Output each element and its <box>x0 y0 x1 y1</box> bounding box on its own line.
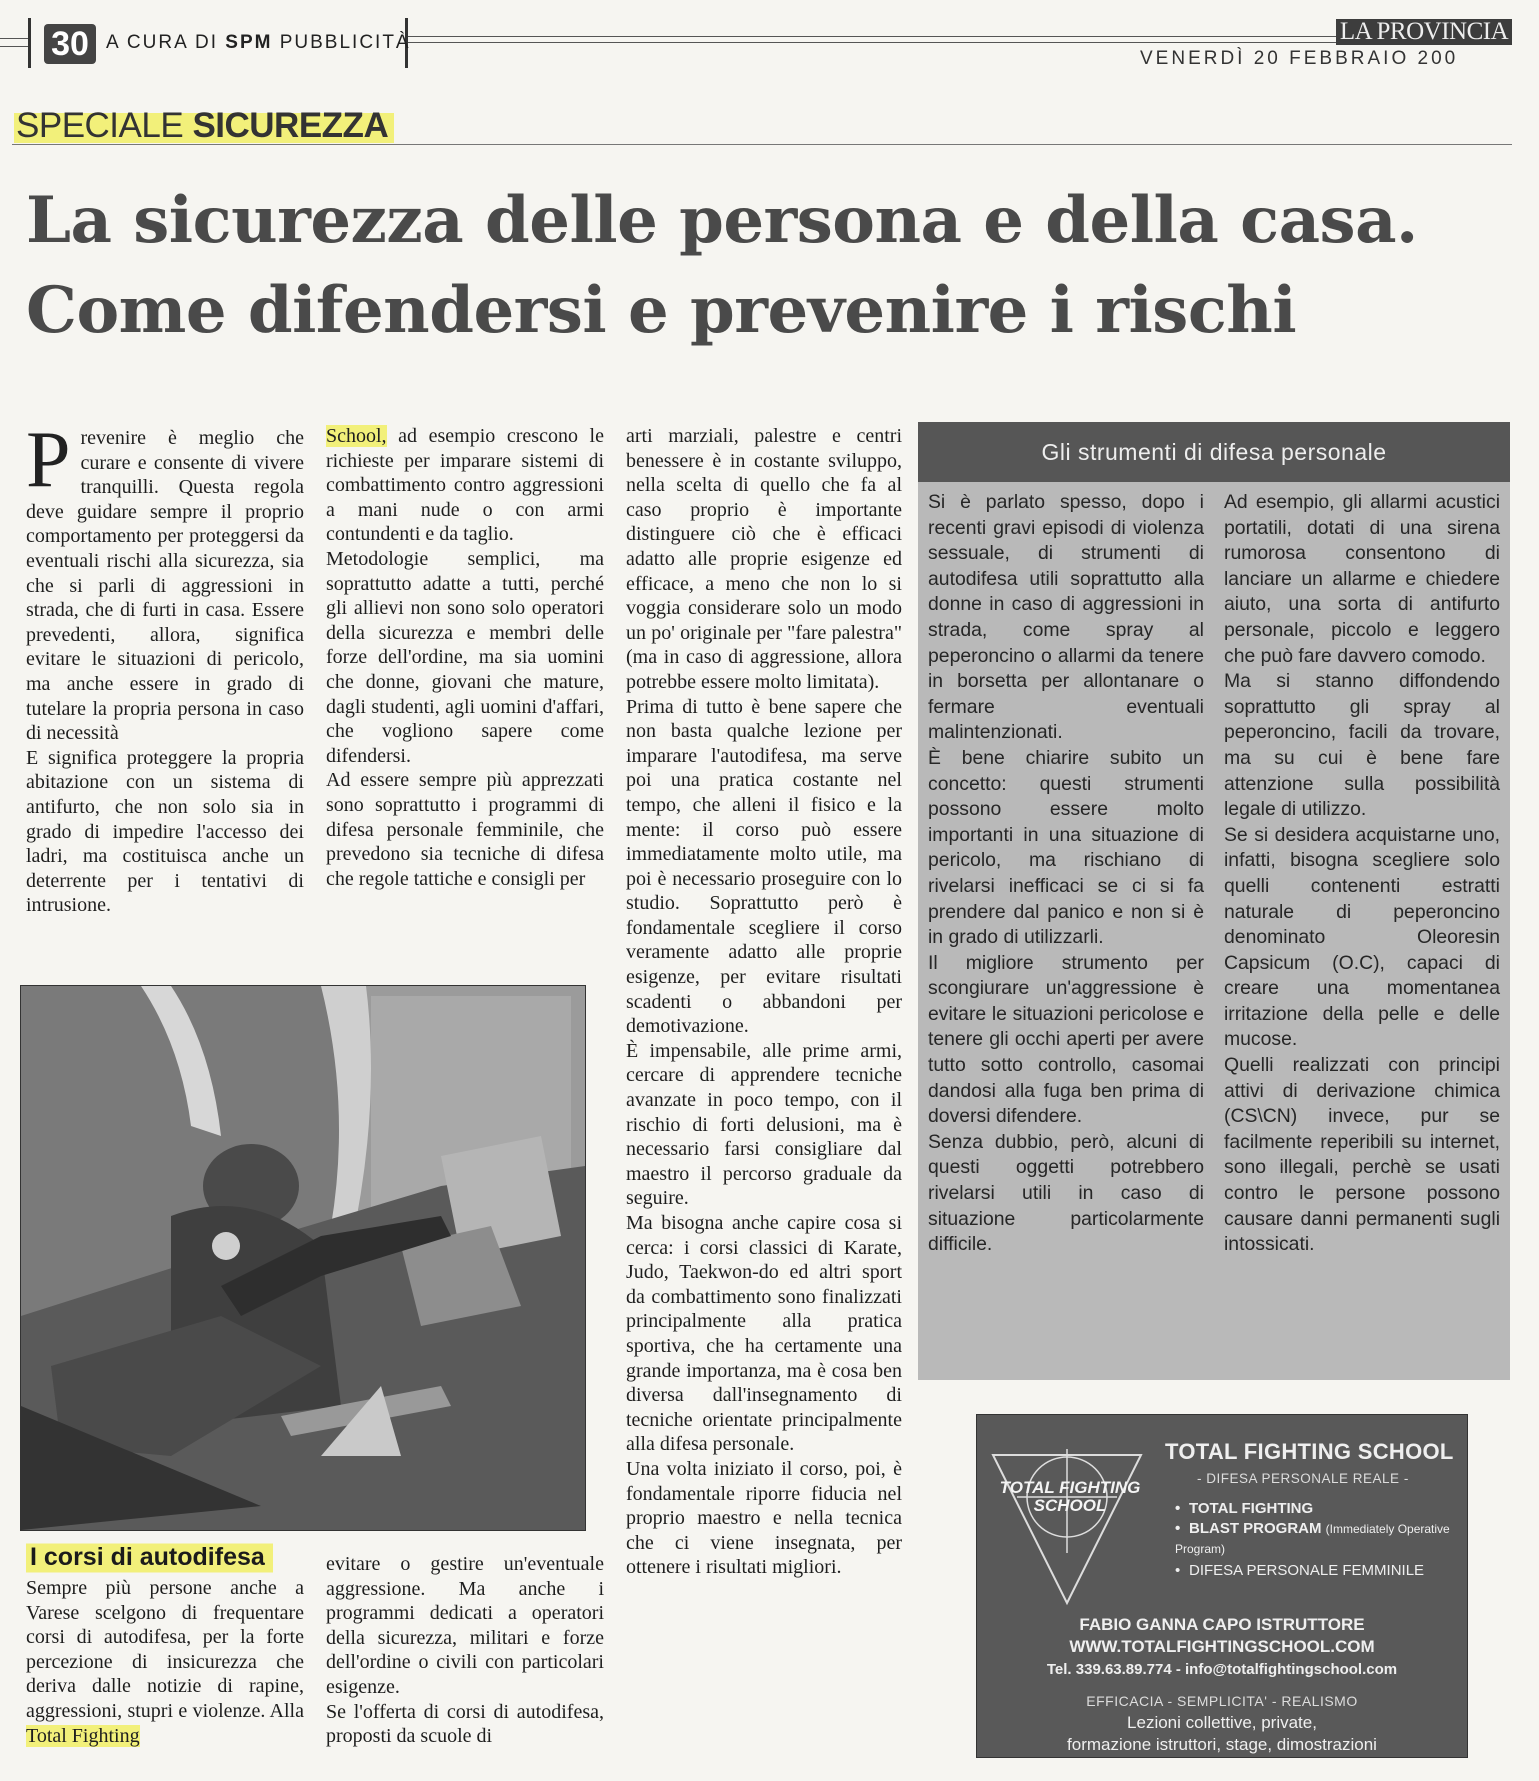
sidebar-column-left: Si è parlato spesso, dopo i recenti gravi episodi di violenza sessuale, di strumenti di autodifesa utili soprattutto alla donne in caso di aggressioni in strada, come spray al peperoncino o allarmi da tenere in borsetta per allontanare o fermare eventuali malintenzionati. È bene chiarire subito un concetto: questi strumenti possono essere molto importanti in una situazione di pericolo, ma rischiano di rivelarsi inefficaci se ci si fa prendere dal panico e non si è in grado di utilizzarli. Il migliore strumento per scongiurare un'aggressione è evitare le situazioni pericolose e tenere gli occhi aperti per avere tutto sotto controllo, casomai dandosi alla fuga ben prima di doversi difendere. Senza dubbio, però, alcuni di questi oggetti potrebbero rivelarsi utili in caso di situazione particolarmente difficile. <box>928 491 1204 1256</box>
header-rule-right <box>408 36 1336 37</box>
total-fighting-school-ad <box>976 1414 1468 1758</box>
list-item: • DIFESA PERSONALE FEMMINILE <box>1175 1562 1425 1579</box>
page-number: 30 <box>44 24 96 64</box>
col1-paragraph: E significa proteggere la propria abitazione con un sistema di antifurto, che non solo sia in grado di impedire l'accesso dei ladri, ma costituisca anche un deterrente per i tentativi di intrusione. <box>26 746 304 917</box>
article-column-2 <box>326 424 604 891</box>
total-fighting-highlight: Total Fighting <box>26 1724 140 1747</box>
list-item: • BLAST PROGRAM (Immediately Operative Program) <box>1175 1520 1450 1556</box>
col1-paragraph: revenire è meglio che curare e consente di vivere tranquilli. Questa regola deve guidare sempre il proprio comportamento per proteggersi da eventuali rischi alla sicurezza, sia che si parli di aggressioni in strada, che di furti in casa. Essere prevedenti, allora, significa evitare le situazioni di pericolo, ma anche essere in grado di tutelare la propria persona in caso di necessità <box>26 427 304 745</box>
sidebar-column-right: Ad esempio, gli allarmi acustici portatili, dotati di una sirena rumorosa consentono di lanciare un allarme e chiedere aiuto, una sorta di antifurto personale, piccolo e leggero che può fare davvero comodo. Ma si stanno diffondendo soprattutto gli spray al peperoncino, facili da trovare, ma su cui è bene fare attenzione sulla possibilità legale di utilizzo. Se si desidera acquistarne uno, infatti, bisogna scegliere solo quelli contenenti estratti naturale di peperoncino denominato Oleoresin Capsicum (O.C), capaci di creare una momentanea irritazione della pelle e delle mucose. Quelli realizzati con principi attivi di derivazione chimica (CS\CN) invece, pur se facilmente reperibili su internet, sono illegali, perchè se usati contro le persone possono causare danni permanenti sugli intossicati. <box>1224 491 1500 1256</box>
section-label: SPECIALE SICUREZZA <box>14 106 394 146</box>
header-rule-top <box>0 38 28 39</box>
ad-lessons: Lezioni collettive, private, <box>1127 1713 1317 1732</box>
ad-motto: EFFICACIA - SEMPLICITA' - REALISMO <box>1086 1693 1358 1709</box>
ad-training: formazione istruttori, stage, dimostrazioni <box>1067 1735 1377 1754</box>
ad-contact: Tel. 339.63.89.774 - info@totalfightingschool.com <box>1046 1661 1398 1678</box>
col2-paragraph: School, ad esempio crescono le richieste per imparare sistemi di combattimento contro aggressioni a mani nude o con armi contundenti e da taglio. <box>326 425 604 546</box>
list-item: • TOTAL FIGHTING <box>1175 1500 1314 1517</box>
article-column-3 <box>626 424 902 1580</box>
subsection-paragraph: evitare o gestire un'eventuale aggressione. Ma anche i programmi dedicati a operatori della sicurezza, militari e forze dell'ordine o civili con particolari esigenze. <box>326 1553 604 1698</box>
col3-paragraph: Ma bisogna anche capire cosa si cerca: i corsi classici di Karate, Judo, Taekwon-do ed altri sport da combattimento sono finalizzati principalmente alla pratica sportiva, che ha certamente una grande importanza, ma è cosa ben diversa dall'insegnamento di tecniche orientate principalmente alla difesa personale. <box>626 1212 902 1456</box>
subsection-paragraph: Se l'offerta di corsi di autodifesa, proposti da scuole di <box>326 1700 604 1748</box>
subsection-column-a: Sempre più persone anche a Varese scelgono di frequentare corsi di autodifesa, per la forte percezione di insicurezza che deriva dalle notizie di rapine, aggressioni, stupri e violenze. Alla Total Fighting <box>26 1577 304 1747</box>
col3-paragraph: Prima di tutto è bene sapere che non basta qualche lezione per imparare l'autodifesa, ma serve poi una pratica costante nel tempo, che alleni il fisico e la mente: il corso può essere immediatamente molto utile, ma poi è necessario proseguire con lo studio. Soprattutto però è fondamentale scegliere il corso veramente adatto alle proprie esigenze, per evitare risultati scadenti o abbandoni per demotivazione. <box>626 695 902 1038</box>
col2-paragraph: Metodologie semplici, ma soprattutto adatte a tutti, perché gli allievi non sono solo operatori della sicurezza e membri delle forze dell'ordine, ma sia uomini che donne, giovani che mature, dagli studenti, agli uomini d'affari, che vogliono sapere come difendersi. <box>326 547 604 767</box>
header-rule-top-2 <box>0 46 28 47</box>
article-column-1 <box>26 416 304 918</box>
ad-instructor: FABIO GANNA CAPO ISTRUTTORE <box>1079 1615 1365 1634</box>
newspaper-masthead: LA PROVINCIA <box>1336 19 1512 45</box>
sidebar-title: Gli strumenti di difesa personale <box>918 422 1510 482</box>
subsection-title: I corsi di autodifesa <box>26 1540 273 1574</box>
col3-paragraph: Una volta iniziato il corso, poi, è fondamentale riporre fiducia nel proprio maestro e nella tecnica che ci viene insegnata, per ottenere i risultati migliori. <box>626 1457 902 1579</box>
header-rule-right-2 <box>408 42 1336 43</box>
issue-date: VENERDÌ 20 FEBBRAIO 200 <box>1140 48 1459 69</box>
headline <box>26 176 1506 356</box>
logo-text: TOTAL FIGHTING SCHOOL <box>999 1478 1141 1515</box>
article-photo <box>20 985 586 1531</box>
col2-paragraph: Ad essere sempre più apprezzati sono soprattutto i programmi di difesa personale femminile, che prevedono sia tecniche di difesa che regole tattiche e consigli per <box>326 769 604 890</box>
intruder-illustration <box>21 986 585 1530</box>
ad-website: WWW.TOTALFIGHTINGSCHOOL.COM <box>1069 1637 1375 1656</box>
school-highlight: School, <box>326 425 387 447</box>
drop-cap: P <box>26 416 71 504</box>
col3-paragraph: È impensabile, alle prime armi, cercare di apprendere tecniche avanzate in poco tempo, con il rischio di forti delusioni, ma è necessario farsi consigliare dal maestro il percorso graduale da seguire. <box>626 1039 902 1210</box>
school-logo-icon <box>987 1443 1147 1613</box>
col3-paragraph: arti marziali, palestre e centri benessere è in costante sviluppo, nella scelta di quello che fa al caso proprio è importante distinguere ciò che è efficaci adatto alle proprie esigenze ed efficace, a meno che non lo si voggia considerare solo un modo un po' originale per "fare palestra" (ma in caso di aggressione, allora potrebbe essere molto limitata). <box>626 425 902 693</box>
ad-subtitle: - DIFESA PERSONALE REALE - <box>1197 1471 1409 1486</box>
ad-program-list <box>1175 1499 1465 1581</box>
subsection-column-b <box>326 1552 604 1749</box>
publisher-credit: A CURA DI SPM PUBBLICITÀ <box>106 32 411 53</box>
headline-line-2: Come difendersi e prevenire i rischi <box>26 273 1297 348</box>
headline-line-1: La sicurezza delle persona e della casa. <box>26 183 1418 258</box>
ad-title: TOTAL FIGHTING SCHOOL <box>1165 1439 1454 1464</box>
